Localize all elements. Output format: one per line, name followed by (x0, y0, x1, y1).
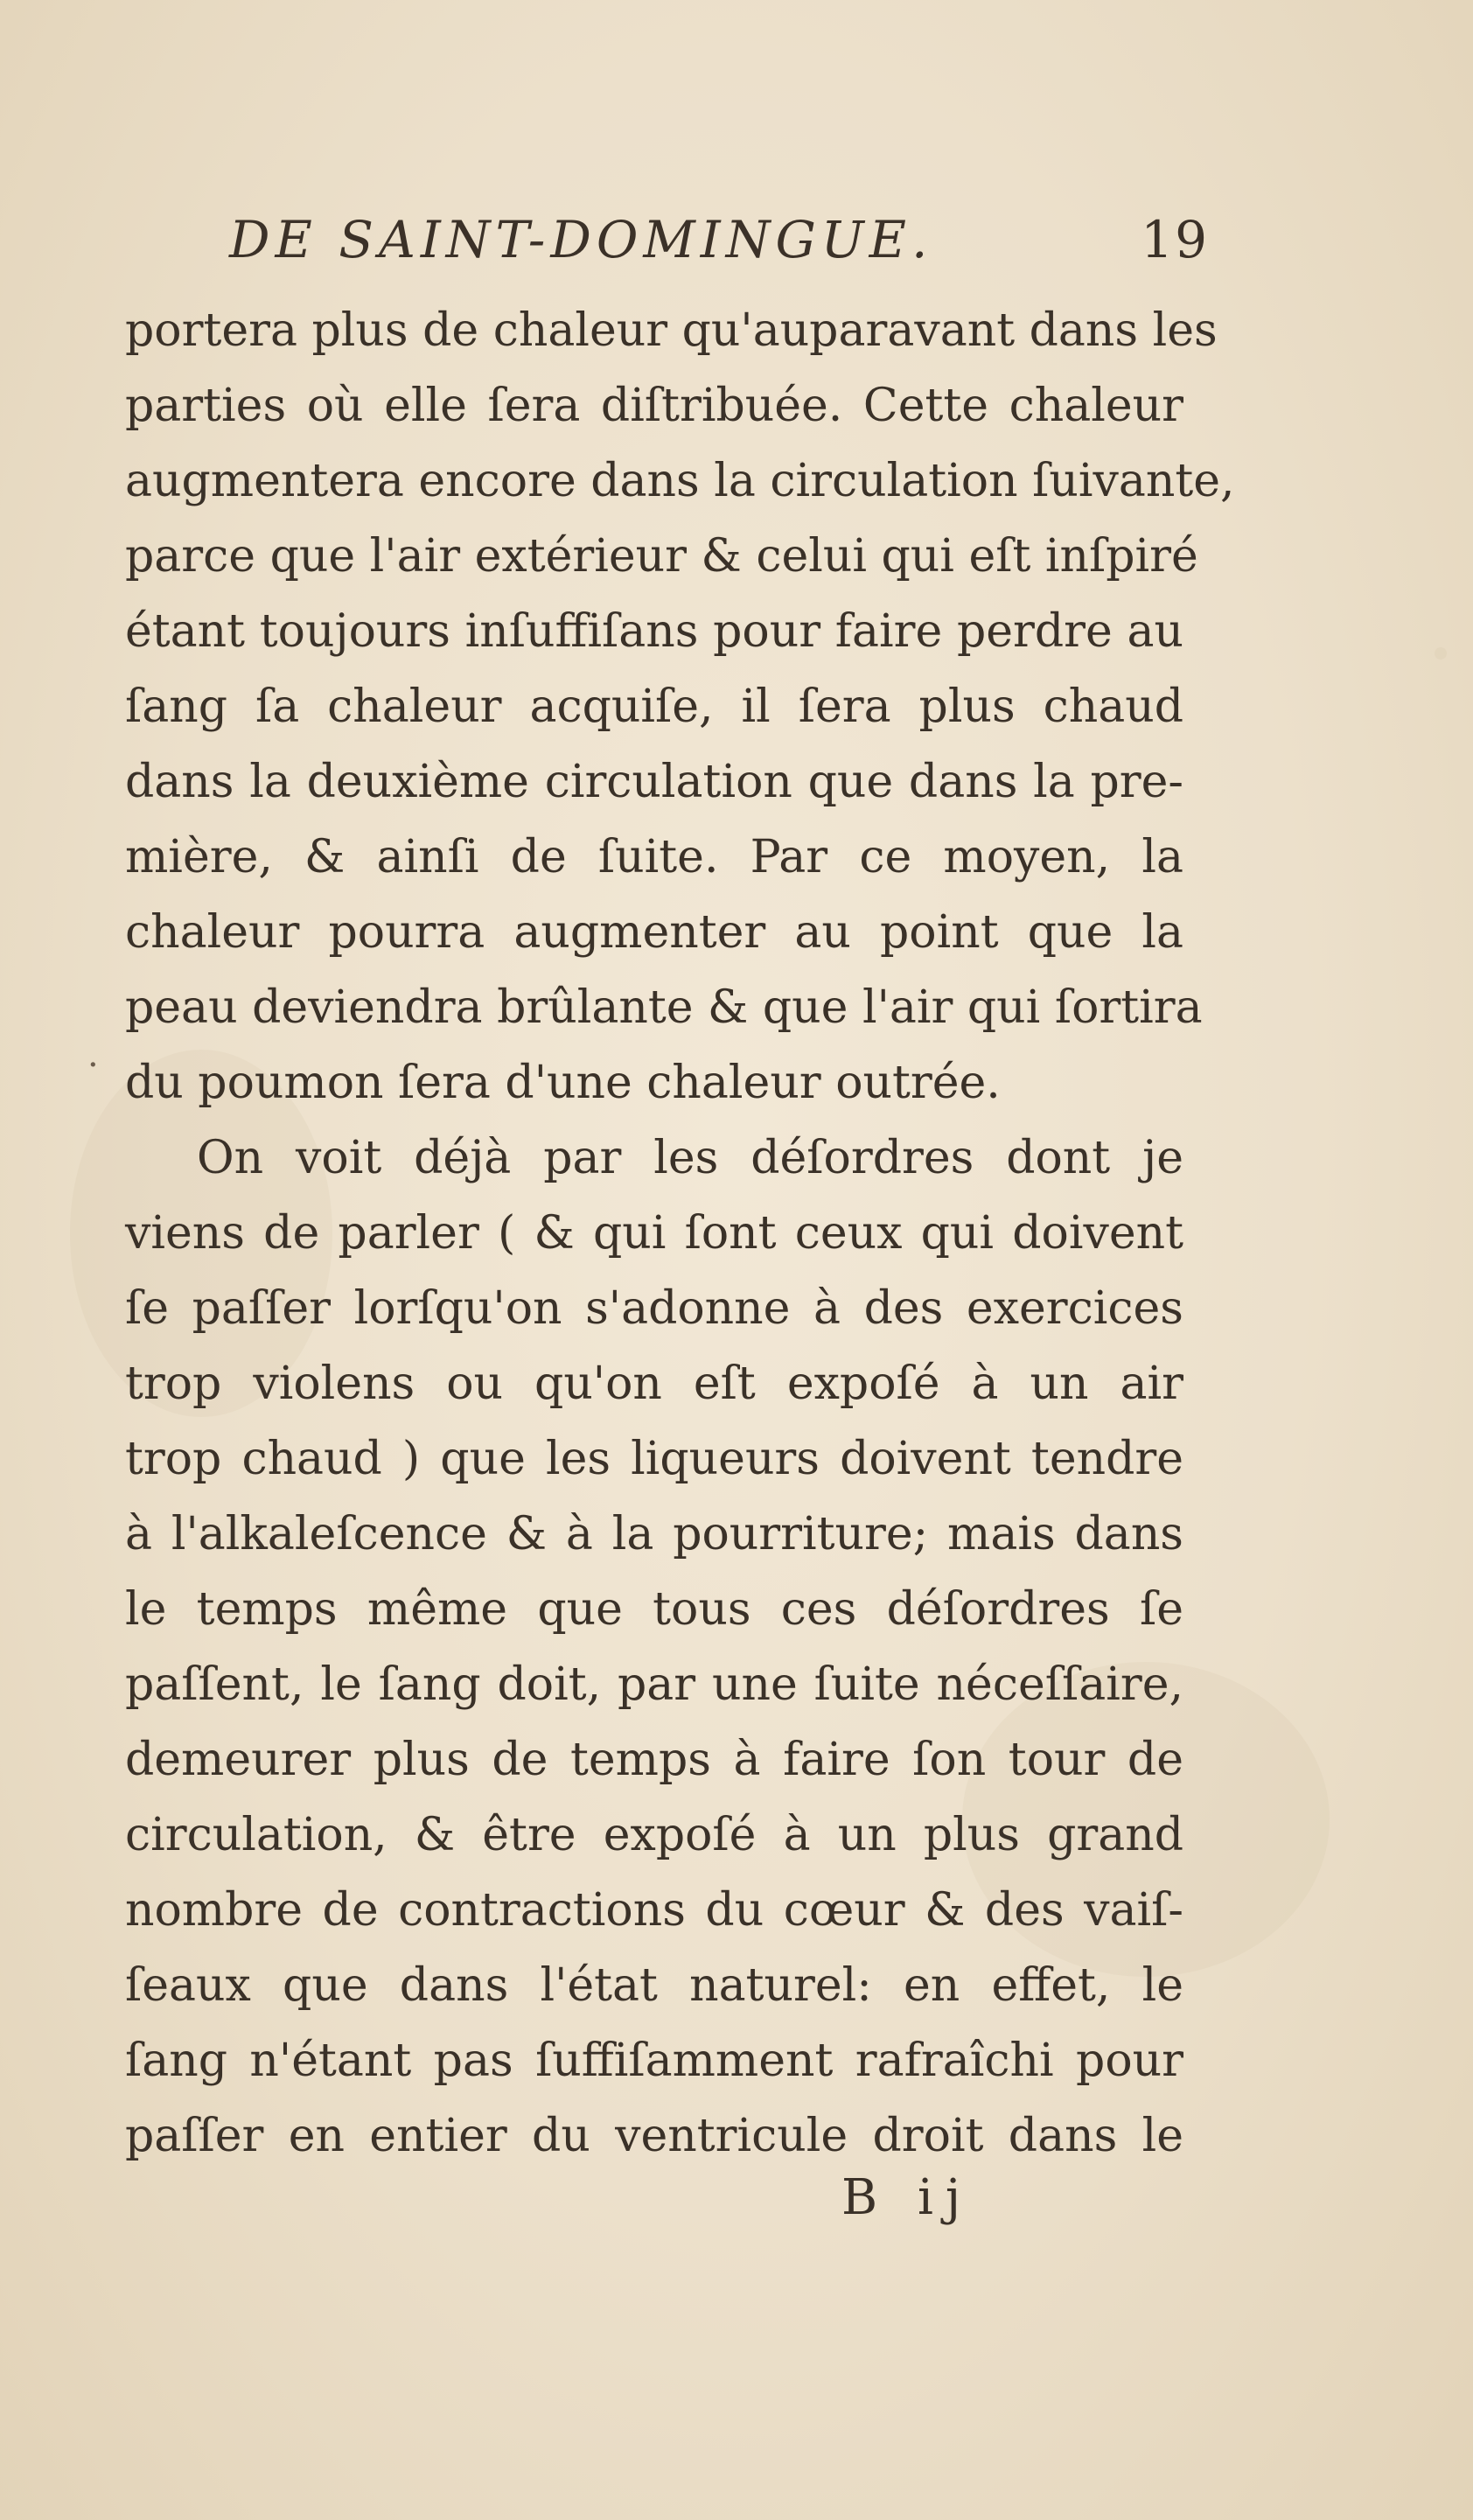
body-text (125, 293, 1235, 2174)
text-line: nombre de contractions du cœur & des vaiſ- (125, 1884, 1183, 1937)
text-line: parties où elle ſera diſtribuée. Cette chaleur (125, 380, 1183, 432)
text-line: le temps même que tous ces déſordres ſe (125, 1583, 1183, 1636)
text-line: augmentera encore dans la circulation ſuivante, (125, 455, 1235, 507)
text-line: circulation, & être expoſé à un plus grand (125, 1809, 1183, 1861)
text-line: ſang n'étant pas ſuffiſamment rafraîchi pour (125, 2035, 1183, 2087)
text-line: trop violens ou qu'on eſt expoſé à un air (125, 1358, 1183, 1410)
text-line: viens de parler ( & qui ſont ceux qui doivent (125, 1207, 1183, 1260)
text-line: ſang ſa chaleur acquiſe, il ſera plus chaud (125, 681, 1183, 733)
text-line: étant toujours inſuffiſans pour faire perdre au (125, 605, 1183, 658)
signature-mark: B ij (841, 2169, 974, 2226)
text-line: ſe paſſer lorſqu'on s'adonne à des exercices (125, 1282, 1183, 1335)
text-line: ſeaux que dans l'état naturel: en effet, le (125, 1959, 1183, 2012)
running-head (229, 210, 1209, 280)
text-line: trop chaud ) que les liqueurs doivent tendre (125, 1433, 1183, 1485)
text-line: On voit déjà par les déſordres dont je (197, 1132, 1183, 1184)
running-head-title: DE SAINT-DOMINGUE. (229, 210, 933, 269)
text-line: parce que l'air extérieur & celui qui eſt inſpiré (125, 530, 1198, 583)
margin-mark: · (87, 1045, 99, 1085)
text-line: mière, & ainſi de ſuite. Par ce moyen, la (125, 831, 1183, 883)
text-line: demeurer plus de temps à faire ſon tour de (125, 1734, 1183, 1786)
paper-spot (1435, 647, 1447, 660)
text-line: portera plus de chaleur qu'auparavant dans les (125, 304, 1218, 357)
text-line: peau deviendra brûlante & que l'air qui ſortira (125, 981, 1203, 1034)
text-line: du poumon ſera d'une chaleur outrée. (125, 1057, 1001, 1109)
text-line: paſſer en entier du ventricule droit dans le (125, 2110, 1183, 2162)
text-line: paſſent, le ſang doit, par une ſuite néceſſaire, (125, 1658, 1183, 1711)
page-number: 19 (1141, 210, 1209, 269)
text-line: à l'alkaleſcence & à la pourriture; mais dans (125, 1508, 1183, 1560)
text-line: chaleur pourra augmenter au point que la (125, 906, 1183, 959)
text-line: dans la deuxième circulation que dans la pre- (125, 756, 1183, 808)
